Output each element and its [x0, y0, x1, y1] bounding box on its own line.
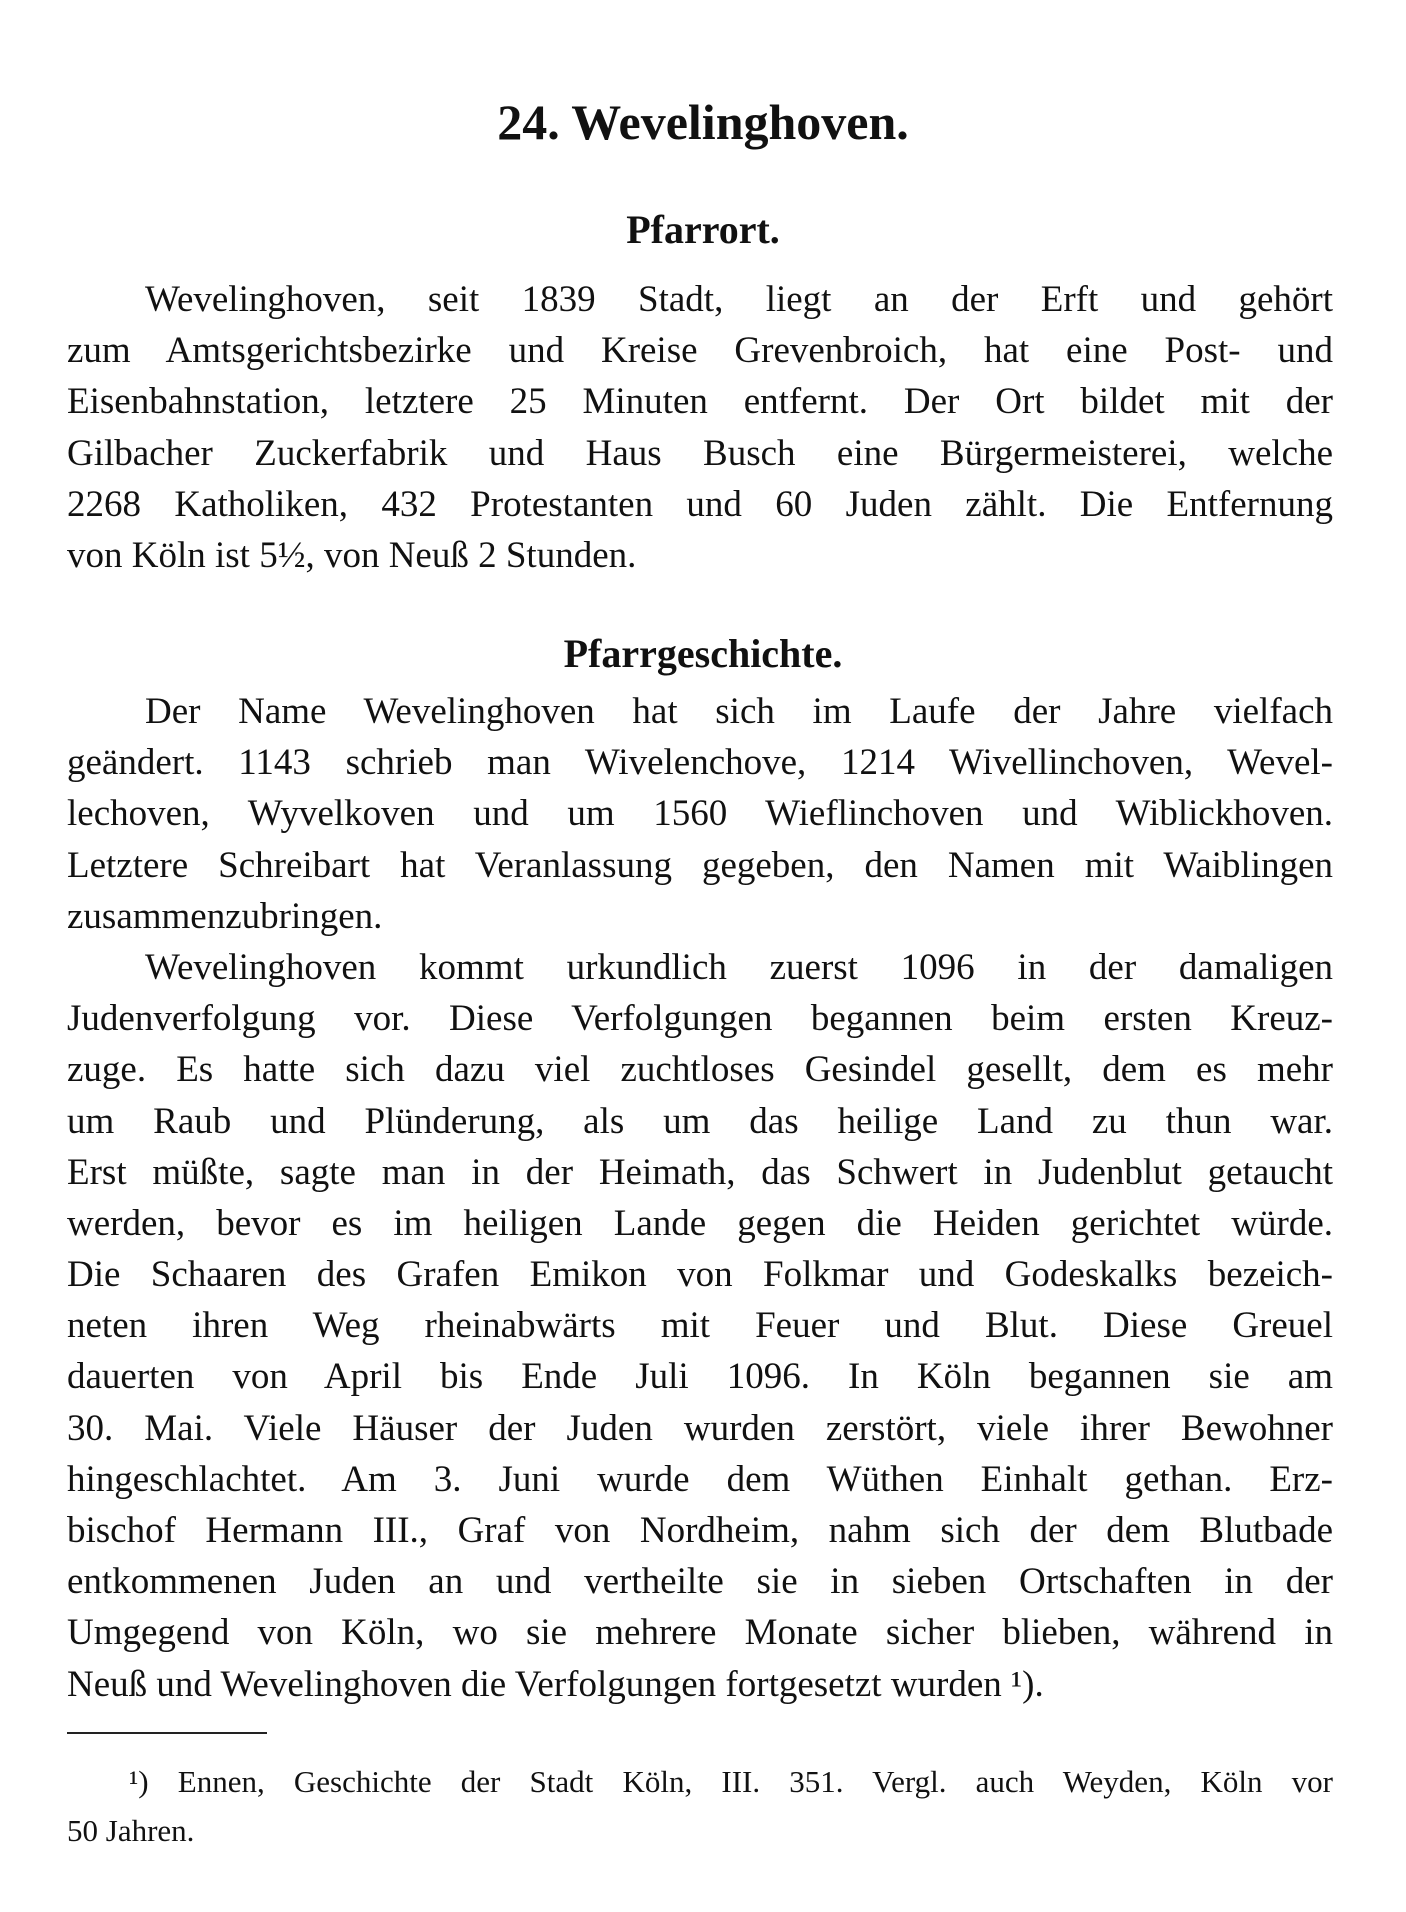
text-line: Letztere Schreibart hat Veranlassung gegeben, den Namen mit Waiblingen: [67, 844, 1333, 886]
text-line: Neuß und Wevelinghoven die Verfolgungen fortgesetzt wurden ¹).: [67, 1663, 1044, 1705]
text-line: ¹) Ennen, Geschichte der Stadt Köln, III. 351. Vergl. auch Weyden, Köln vor: [129, 1764, 1333, 1799]
text-line: bischof Hermann III., Graf von Nordheim, nahm sich der dem Blutbade: [67, 1510, 1333, 1551]
text-line: 50 Jahren.: [67, 1813, 195, 1848]
text-line: zuge. Es hatte sich dazu viel zuchtloses Gesindel gesellt, dem es mehr: [67, 1049, 1333, 1091]
text-line: werden, bevor es im heiligen Lande gegen die Heiden gerichtet würde.: [67, 1202, 1333, 1244]
text-line: Wevelinghoven, seit 1839 Stadt, liegt an der Erft und gehört: [145, 279, 1333, 320]
paragraph: [67, 274, 1333, 581]
text-line: Eisenbahnstation, letztere 25 Minuten entfernt. Der Ort bildet mit der: [67, 381, 1333, 423]
paragraph: [67, 942, 1333, 1710]
text-line: Die Schaaren des Grafen Emikon von Folkmar und Godeskalks bezeich-: [67, 1254, 1333, 1296]
text-line: 30. Mai. Viele Häuser der Juden wurden zerstört, viele ihrer Bewohner: [67, 1407, 1333, 1449]
text-line: von Köln ist 5½, von Neuß 2 Stunden.: [67, 534, 637, 576]
text-line: Der Name Wevelinghoven hat sich im Laufe der Jahre vielfach: [145, 691, 1333, 732]
text-line: hingeschlachtet. Am 3. Juni wurde dem Wüthen Einhalt gethan. Erz-: [67, 1458, 1333, 1500]
footnote-divider: [67, 1732, 267, 1734]
text-line: 2268 Katholiken, 432 Protestanten und 60 Juden zählt. Die Entfernung: [67, 483, 1333, 525]
text-line: um Raub und Plünderung, als um das heilige Land zu thun war.: [67, 1100, 1333, 1142]
text-line: Erst müßte, sagte man in der Heimath, das Schwert in Judenblut getaucht: [67, 1151, 1333, 1193]
text-line: entkommenen Juden an und vertheilte sie in sieben Ortschaften in der: [67, 1561, 1333, 1603]
text-line: dauerten von April bis Ende Juli 1096. In Köln begannen sie am: [67, 1356, 1333, 1398]
section-heading-pfarrort: Pfarrort.: [626, 207, 780, 252]
footnote: [67, 1757, 1333, 1855]
text-line: Judenverfolgung vor. Diese Verfolgungen begannen beim ersten Kreuz-: [67, 998, 1333, 1040]
text-line: zusammenzubringen.: [67, 895, 383, 937]
text-line: lechoven, Wyvelkoven und um 1560 Wieflinchoven und Wiblickhoven.: [67, 793, 1333, 835]
text-line: Wevelinghoven kommt urkundlich zuerst 1096 in der damaligen: [145, 946, 1333, 988]
text-line: neten ihren Weg rheinabwärts mit Feuer und Blut. Diese Greuel: [67, 1305, 1333, 1347]
text-line: geändert. 1143 schrieb man Wivelenchove, 1214 Wivellinchoven, Wevel-: [67, 742, 1333, 784]
section-pfarrgeschichte-body: [67, 686, 1333, 1710]
text-line: zum Amtsgerichtsbezirke und Kreise Grevenbroich, hat eine Post- und: [67, 330, 1333, 372]
text-line: Umgegend von Köln, wo sie mehrere Monate sicher blieben, während in: [67, 1612, 1333, 1654]
section-pfarrort-body: [67, 274, 1333, 581]
page-title: 24. Wevelinghoven.: [497, 94, 909, 150]
text-line: Gilbacher Zuckerfabrik und Haus Busch eine Bürgermeisterei, welche: [67, 432, 1333, 474]
paragraph: [67, 686, 1333, 942]
section-heading-pfarrgeschichte: Pfarrgeschichte.: [563, 631, 843, 676]
